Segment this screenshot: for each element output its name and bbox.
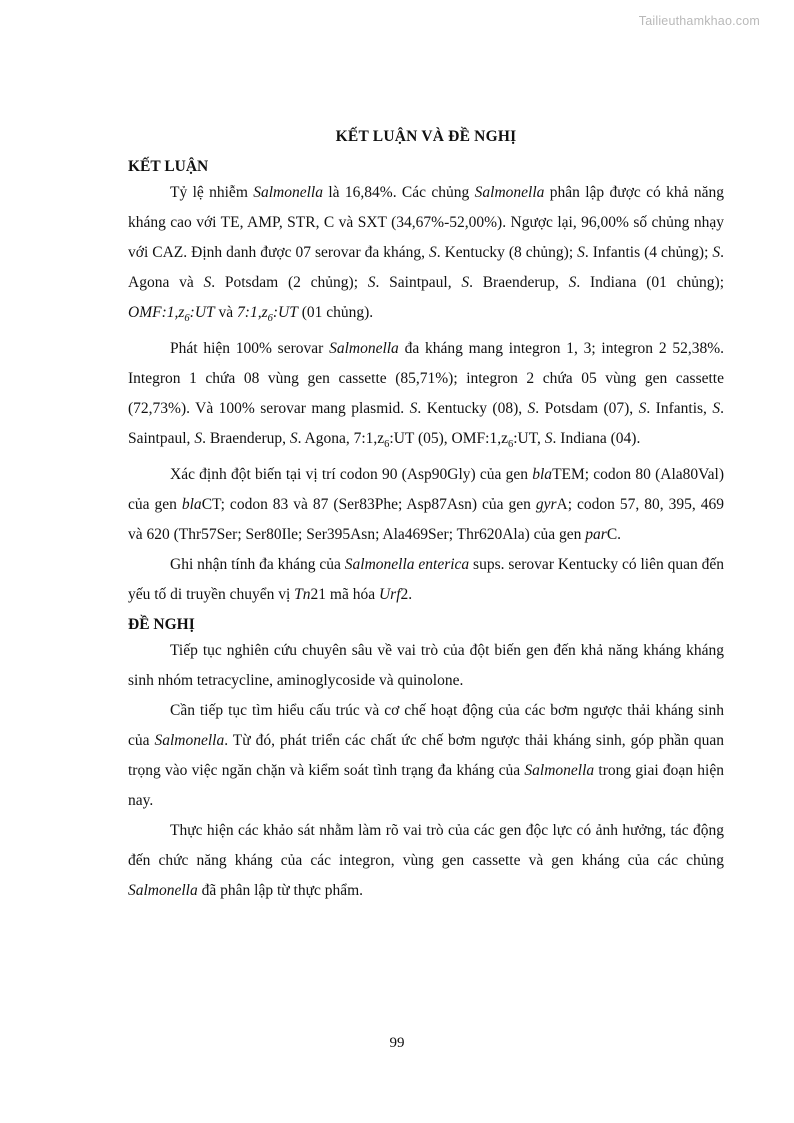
paragraph-conclusion-2: Phát hiện 100% serovar Salmonella đa kháng mang integron 1, 3; integron 2 52,38%. Integron 1 chứa 08 vùng gen cassette (85,71%); integron 2 chứa 05 vùng gen cassette (72,73%). Và 100% serovar mang plasmid. S. Kentucky (08), S. Potsdam (07), S. Infantis, S. Saintpaul, S. Braenderup, S. Agona, $7:1,z_6:UT$ (05), $OMF:1,z_6:UT$, S. Indiana (04).: [128, 340, 724, 451]
page-title: KẾT LUẬN VÀ ĐỀ NGHỊ: [335, 128, 517, 145]
paragraph-conclusion-3: Xác định đột biến tại vị trí codon 90 (Asp90Gly) của gen blaTEM; codon 80 (Ala80Val) của gen blaCT; codon 83 và 87 (Ser83Phe; Asp87Asn) của gen gyrA; codon 57, 80, 395, 469 và 620 (Thr57Ser; Ser80Ile; Ser395Asn; Ala469Ser; Thr620Ala) của gen parC.: [128, 466, 724, 544]
paragraph-conclusion-1: Tỷ lệ nhiễm Salmonella là 16,84%. Các chủng Salmonella phân lập được có khả năng kháng cao với TE, AMP, STR, C và SXT (34,67%-52,00%). Ngược lại, 96,00% số chủng nhạy với CAZ. Định danh được 07 serovar đa kháng, S. Kentucky (8 chủng); S. Infantis (4 chủng); S. Agona và S. Potsdam (2 chủng); S. Saintpaul, S. Braenderup, S. Indiana (01 chủng); $OMF:1,z_6:UT$ và $7:1,z_6:UT$ (01 chủng).: [128, 184, 725, 325]
paragraph-recommendation-3: Thực hiện các khảo sát nhằm làm rõ vai trò của các gen độc lực có ảnh hưởng, tác động đến chức năng kháng của các integron, vùng gen cassette và gen kháng của các chủng Salmonella đã phân lập từ thực phẩm.: [128, 822, 724, 900]
paragraph-recommendation-1: Tiếp tục nghiên cứu chuyên sâu về vai trò của đột biến gen đến khả năng kháng kháng sinh nhóm tetracycline, aminoglycoside và quinolone.: [128, 642, 724, 690]
paragraph-conclusion-4: Ghi nhận tính đa kháng của Salmonella enterica sups. serovar Kentucky có liên quan đến yếu tố di truyền chuyển vị Tn21 mã hóa Urf2.: [128, 556, 724, 604]
page-number: 99: [389, 1035, 405, 1051]
document-body: [128, 128, 724, 906]
section-heading-ket-luan: KẾT LUẬN: [128, 158, 209, 175]
watermark-text: Tailieuthamkhao.com: [638, 14, 760, 28]
paragraph-recommendation-2: Cần tiếp tục tìm hiểu cấu trúc và cơ chế hoạt động của các bơm ngược thải kháng sinh của Salmonella. Từ đó, phát triển các chất ức chế bơm ngược thải kháng sinh, góp phần quan trọng vào việc ngăn chặn và kiểm soát tình trạng đa kháng của Salmonella trong giai đoạn hiện nay.: [128, 702, 724, 810]
section-heading-de-nghi: ĐỀ NGHỊ: [128, 616, 195, 634]
